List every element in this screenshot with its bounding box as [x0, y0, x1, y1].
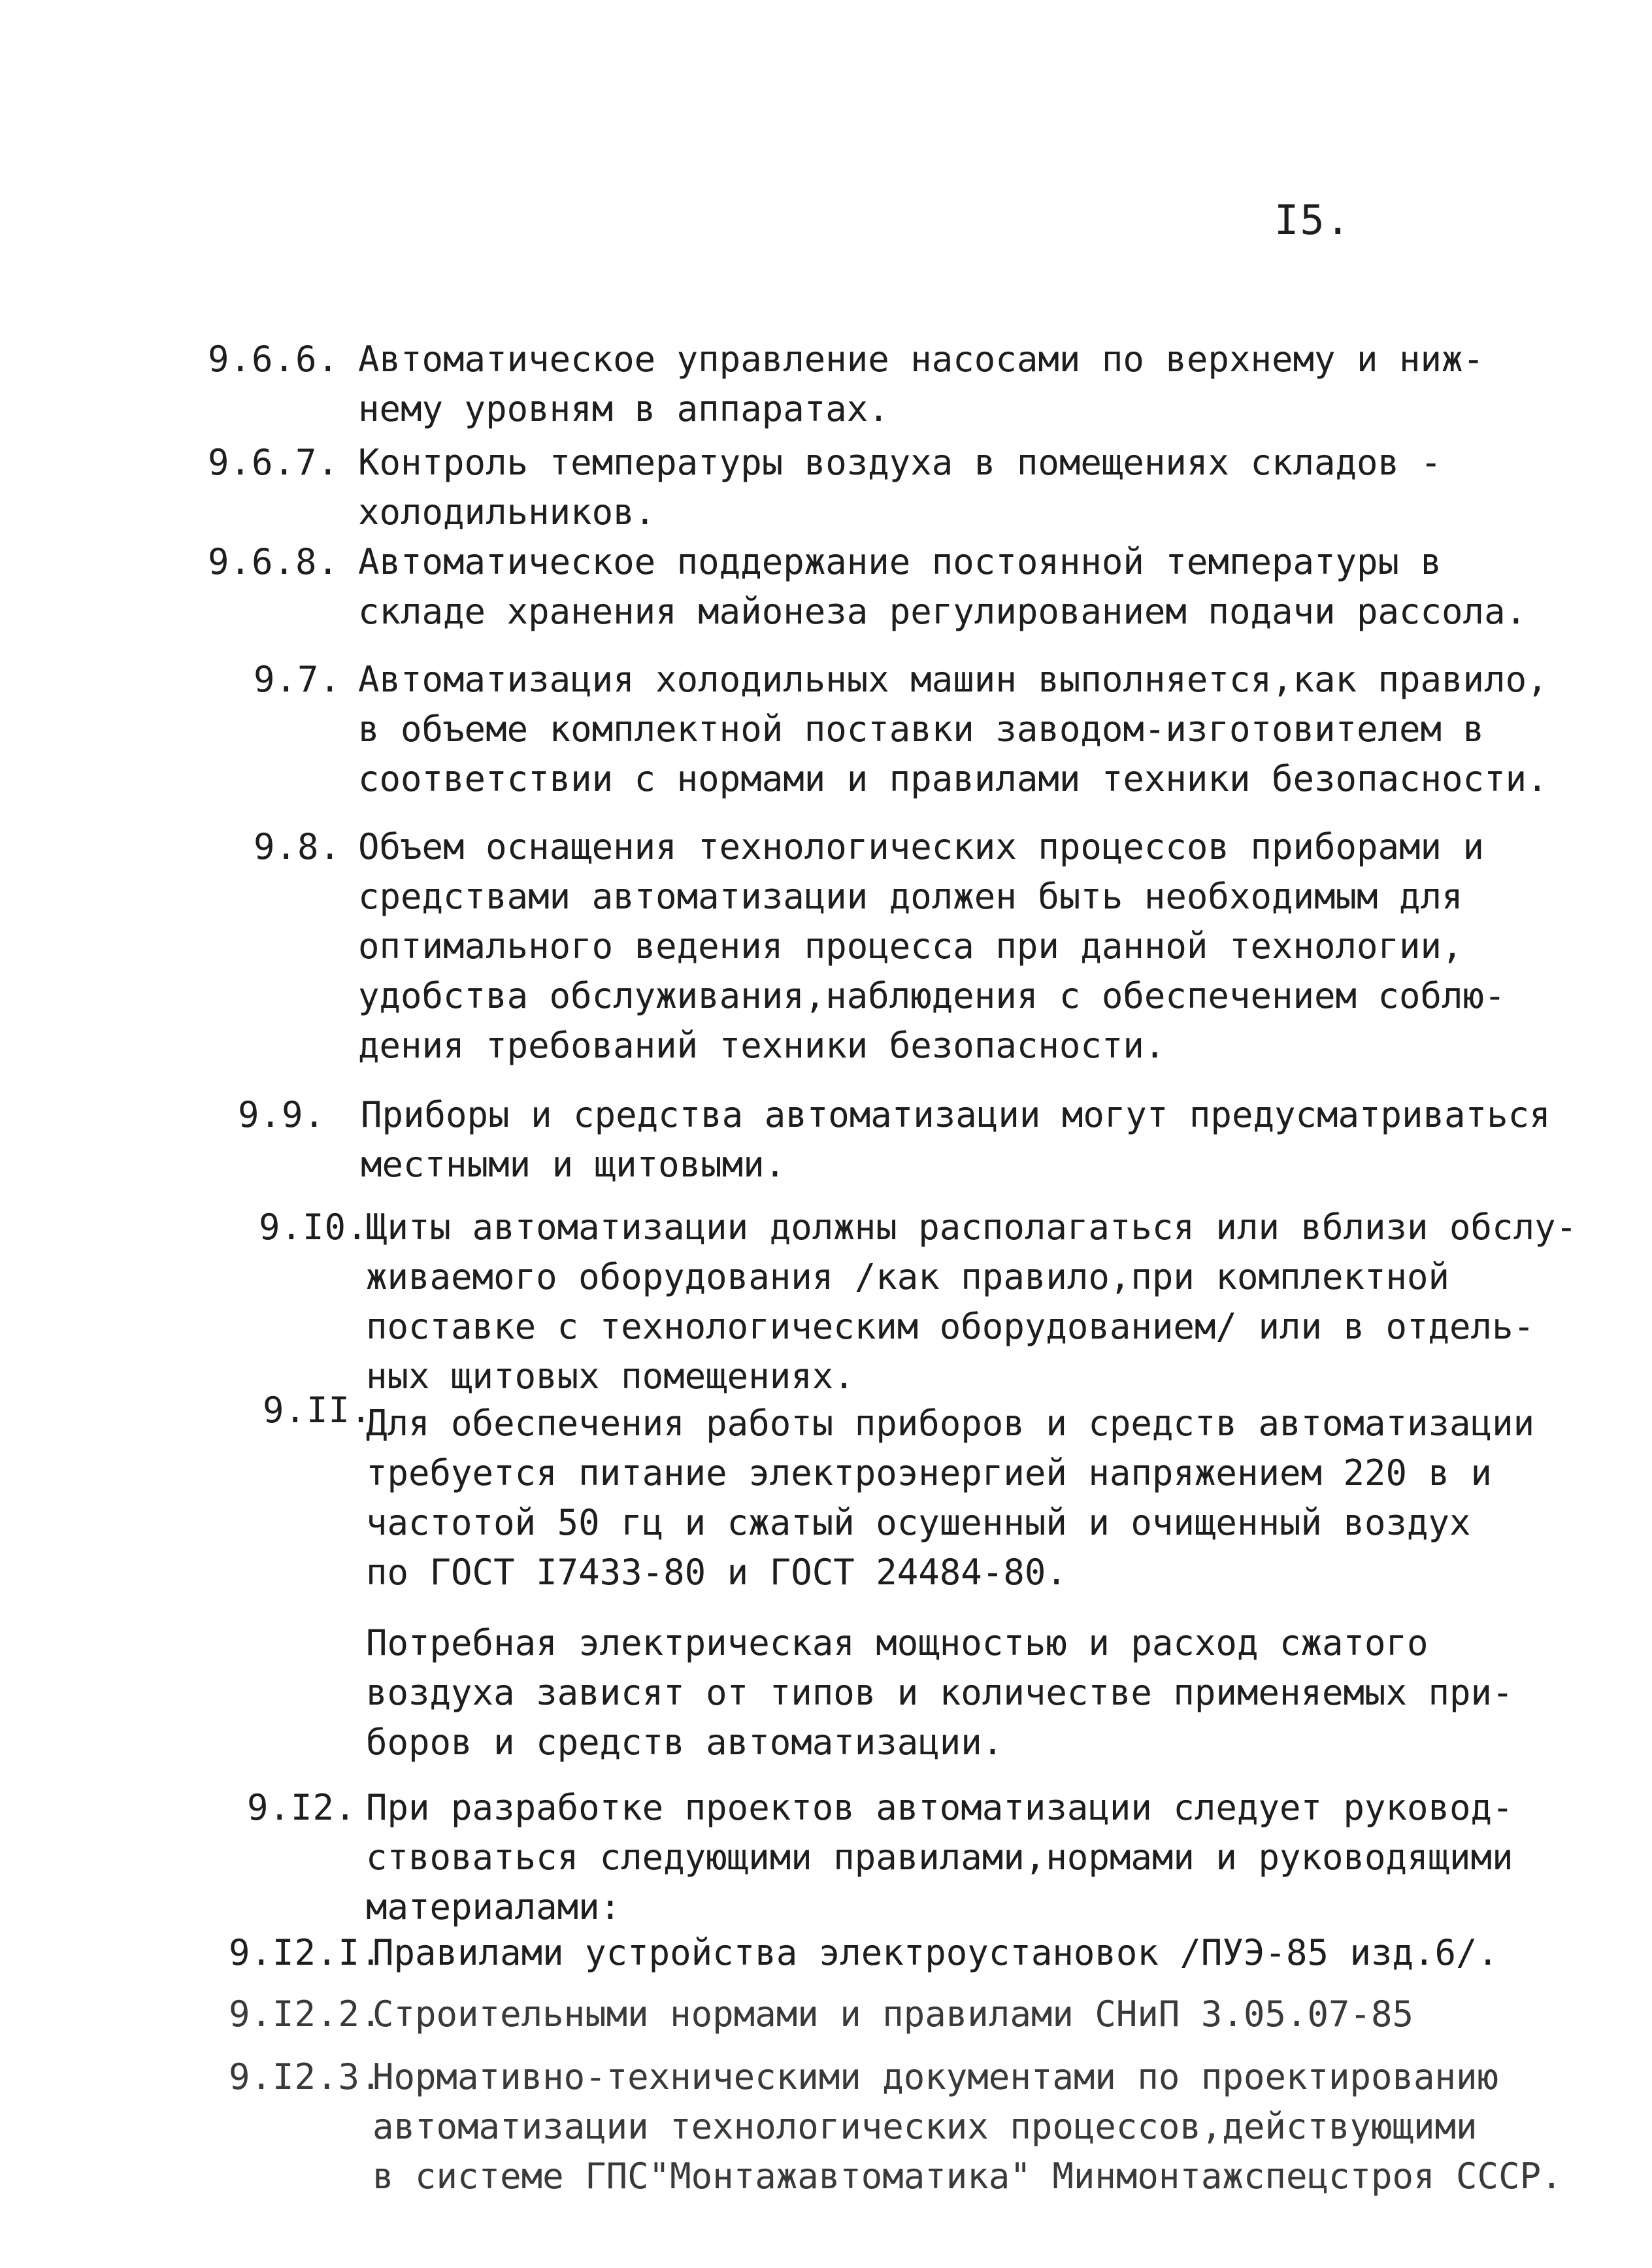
- section-9-9: [0, 1090, 1652, 1195]
- section-number: 9.I2.3.: [229, 2056, 382, 2097]
- section-text-line: оптимального ведения процесса при данной технологии,: [358, 926, 1463, 967]
- section-text-line: Приборы и средства автоматизации могут предусматриваться: [361, 1094, 1551, 1135]
- section-text-line: ствоваться следующими правилами,нормами и руководящими: [366, 1837, 1513, 1878]
- section-text-line: складе хранения майонеза регулированием подачи рассола.: [358, 591, 1527, 632]
- section-text-line: поставке с технологическим оборудованием/ или в отдель-: [366, 1306, 1535, 1347]
- section-text-line: воздуха зависят от типов и количестве применяемых при-: [366, 1672, 1513, 1713]
- section-number: 9.I2.2.: [229, 1993, 382, 2035]
- section-text-line: Для обеспечения работы приборов и средств автоматизации: [366, 1403, 1535, 1444]
- section-text-line: в системе ГПС"Монтажавтоматика" Минмонтажспецстроя СССР.: [372, 2156, 1562, 2197]
- section-number: 9.I2.: [247, 1787, 357, 1828]
- section-9-10: [0, 1203, 1652, 1405]
- section-text-line: средствами автоматизации должен быть необходимым для: [358, 876, 1463, 917]
- section-text-line: боров и средств автоматизации.: [366, 1722, 1004, 1763]
- section-text-line: живаемого оборудования /как правило,при комплектной: [366, 1256, 1450, 1297]
- paragraph-power-consumption: [0, 1618, 1652, 1775]
- section-number: 9.6.7.: [208, 442, 340, 483]
- section-text-line: Автоматическое управление насосами по верхнему и ниж-: [358, 339, 1485, 380]
- section-9-6-7: [0, 438, 1652, 542]
- section-text-line: местными и щитовыми.: [361, 1144, 786, 1185]
- section-9-11: [0, 1390, 1652, 1608]
- section-text-line: дения требований техники безопасности.: [358, 1025, 1166, 1066]
- section-text-line: нему уровням в аппаратах.: [358, 388, 889, 429]
- section-text-line: Нормативно-техническими документами по проектированию: [372, 2056, 1499, 2097]
- section-number: 9.7.: [254, 659, 342, 700]
- section-text-line: Объем оснащения технологических процессов приборами и: [358, 826, 1485, 867]
- section-text-line: удобства обслуживания,наблюдения с обеспечением соблю-: [358, 975, 1506, 1016]
- section-text-line: холодильников.: [358, 492, 656, 533]
- section-text-line: Автоматическое поддержание постоянной температуры в: [358, 541, 1442, 582]
- section-9-12: [0, 1783, 1652, 1940]
- section-text-line: требуется питание электроэнергией напряжением 220 в и: [366, 1452, 1493, 1493]
- section-9-12-1: [0, 1928, 1652, 1980]
- section-text-line: Потребная электрическая мощностью и расход сжатого: [366, 1622, 1429, 1663]
- section-text-line: Правилами устройства электроустановок /ПУЭ-85 изд.6/.: [372, 1932, 1499, 1973]
- section-9-8: [0, 822, 1652, 1077]
- section-number: 9.9.: [238, 1094, 326, 1135]
- section-9-12-2: [0, 1990, 1652, 2042]
- section-text-line: в объеме комплектной поставки заводом-изготовителем в: [358, 709, 1485, 750]
- section-9-6-6: [0, 335, 1652, 439]
- section-number: 9.I2.I.: [229, 1932, 382, 1973]
- section-text-line: Контроль температуры воздуха в помещениях складов -: [358, 442, 1442, 483]
- section-9-12-3: [0, 2052, 1652, 2209]
- section-text-line: автоматизации технологических процессов,действующими: [372, 2106, 1478, 2147]
- section-text-line: ных щитовых помещениях.: [366, 1356, 855, 1397]
- section-number: 9.8.: [254, 826, 342, 867]
- section-number: 9.6.8.: [208, 541, 340, 582]
- section-text-line: Щиты автоматизации должны располагаться или вблизи обслу-: [366, 1207, 1578, 1248]
- section-text-line: Автоматизация холодильных машин выполняется,как правило,: [358, 659, 1548, 700]
- section-9-6-8: [0, 537, 1652, 642]
- section-text-line: При разработке проектов автоматизации следует руковод-: [366, 1787, 1513, 1828]
- section-text-line: частотой 50 гц и сжатый осушенный и очищенный воздух: [366, 1502, 1471, 1543]
- section-text-line: по ГОСТ I7433-80 и ГОСТ 24484-80.: [366, 1552, 1067, 1593]
- section-text-line: соответствии с нормами и правилами техники безопасности.: [358, 758, 1548, 799]
- section-text-line: материалами:: [366, 1886, 621, 1927]
- page-number: I5.: [1274, 196, 1351, 244]
- section-number: 9.6.6.: [208, 339, 340, 380]
- section-text-line: Строительными нормами и правилами СНиП 3.05.07-85: [372, 1993, 1414, 2035]
- section-number: 9.I0.: [259, 1207, 369, 1248]
- section-9-7: [0, 655, 1652, 812]
- section-number: 9.II.: [263, 1390, 372, 1431]
